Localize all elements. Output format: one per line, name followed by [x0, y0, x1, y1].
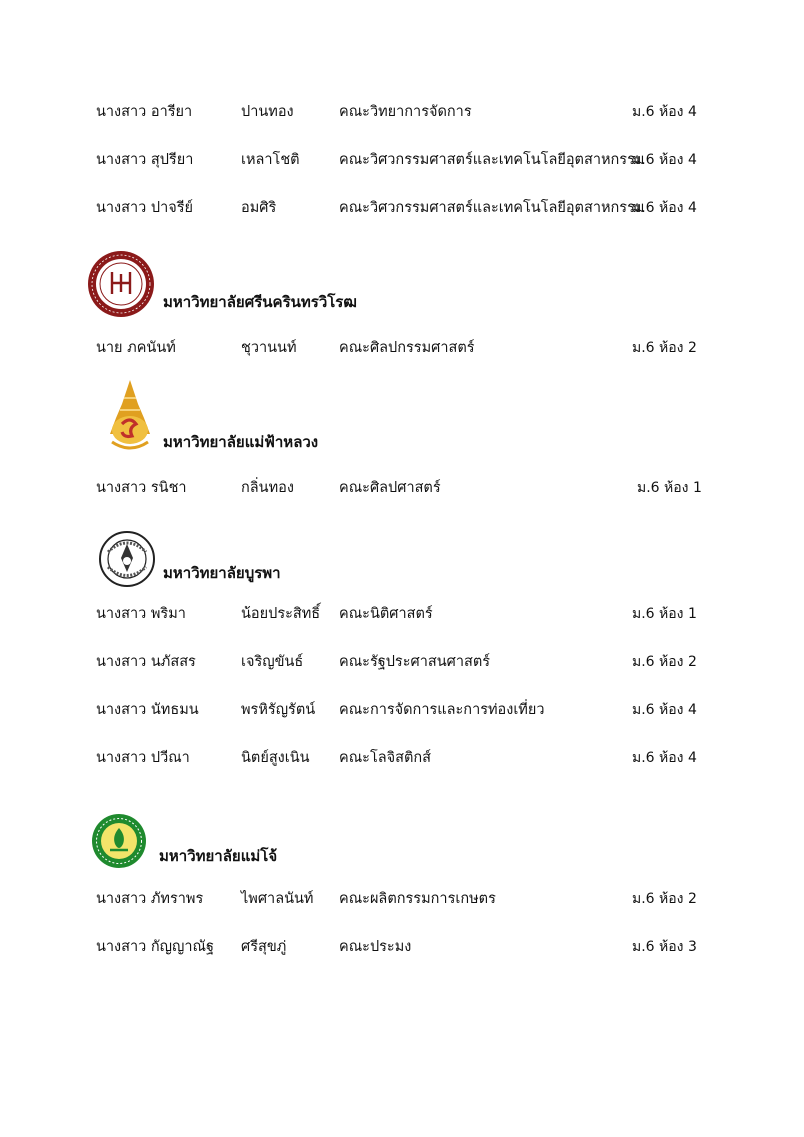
- faculty: คณะรัฐประศาสนศาสตร์: [339, 654, 491, 670]
- student-surname: พรหิรัญรัตน์: [241, 702, 316, 718]
- student-name: นางสาว ปวีณา: [96, 750, 190, 766]
- swu-seal-icon: [86, 250, 156, 318]
- student-name: นางสาว ปาจรีย์: [96, 200, 194, 216]
- student-surname: นิตย์สูงเนิน: [241, 750, 310, 766]
- student-row: [0, 146, 804, 174]
- classroom: ม.6 ห้อง 3: [632, 939, 697, 955]
- student-row: [0, 744, 804, 772]
- student-name: นางสาว นัทธมน: [96, 702, 199, 718]
- student-row: [0, 648, 804, 676]
- student-name: นางสาว พริมา: [96, 606, 186, 622]
- student-name: นางสาว กัญญาณัฐ: [96, 939, 214, 955]
- faculty: คณะศิลปศาสตร์: [339, 480, 441, 496]
- classroom: ม.6 ห้อง 2: [632, 891, 697, 907]
- student-name: นาย ภคนันท์: [96, 340, 176, 356]
- classroom: ม.6 ห้อง 1: [632, 606, 697, 622]
- student-surname: อมศิริ: [241, 200, 277, 216]
- student-name: นางสาว สุปรียา: [96, 152, 194, 168]
- student-surname: น้อยประสิทธิ์: [241, 606, 321, 622]
- student-row: [0, 696, 804, 724]
- buu-seal-icon: [98, 530, 156, 588]
- student-surname: ศรีสุขภู่: [241, 939, 287, 955]
- faculty: คณะโลจิสติกส์: [339, 750, 432, 766]
- faculty: คณะผลิตกรรมการเกษตร: [339, 891, 496, 907]
- student-row: [0, 600, 804, 628]
- student-row: [0, 474, 804, 502]
- student-row: [0, 194, 804, 222]
- faculty: คณะประมง: [339, 939, 412, 955]
- faculty: คณะศิลปกรรมศาสตร์: [339, 340, 475, 356]
- faculty: คณะวิศวกรรมศาสตร์และเทคโนโลยีอุตสาหกรรม: [339, 152, 645, 168]
- faculty: คณะการจัดการและการท่องเที่ยว: [339, 702, 545, 718]
- student-name: นางสาว อารียา: [96, 104, 193, 120]
- student-surname: ปานทอง: [241, 104, 294, 120]
- university-title: มหาวิทยาลัยแม่โจ้: [159, 847, 278, 865]
- mju-seal-icon: [90, 812, 148, 870]
- classroom: ม.6 ห้อง 2: [632, 340, 697, 356]
- mfu-pagoda-icon: [104, 378, 156, 456]
- classroom: ม.6 ห้อง 4: [632, 702, 697, 718]
- classroom: ม.6 ห้อง 1: [637, 480, 702, 496]
- student-name: นางสาว รนิชา: [96, 480, 187, 496]
- student-row: [0, 885, 804, 913]
- classroom: ม.6 ห้อง 4: [632, 200, 697, 216]
- student-surname: ไพศาลนันท์: [241, 891, 314, 907]
- university-title: มหาวิทยาลัยแม่ฟ้าหลวง: [163, 433, 319, 451]
- student-surname: กลิ่นทอง: [241, 480, 294, 496]
- faculty: คณะวิทยาการจัดการ: [339, 104, 472, 120]
- classroom: ม.6 ห้อง 2: [632, 654, 697, 670]
- student-row: [0, 933, 804, 961]
- student-surname: ชุวานนท์: [241, 340, 297, 356]
- faculty: คณะวิศวกรรมศาสตร์และเทคโนโลยีอุตสาหกรรม: [339, 200, 645, 216]
- classroom: ม.6 ห้อง 4: [632, 104, 697, 120]
- student-row: [0, 98, 804, 126]
- faculty: คณะนิติศาสตร์: [339, 606, 433, 622]
- university-title: มหาวิทยาลัยศรีนครินทรวิโรฒ: [163, 293, 357, 311]
- classroom: ม.6 ห้อง 4: [632, 750, 697, 766]
- classroom: ม.6 ห้อง 4: [632, 152, 697, 168]
- student-name: นางสาว นภัสสร: [96, 654, 196, 670]
- student-row: [0, 334, 804, 362]
- university-title: มหาวิทยาลัยบูรพา: [163, 564, 281, 582]
- student-surname: เจริญขันธ์: [241, 654, 304, 670]
- student-name: นางสาว ภัทราพร: [96, 891, 204, 907]
- student-surname: เหลาโชติ: [241, 152, 300, 168]
